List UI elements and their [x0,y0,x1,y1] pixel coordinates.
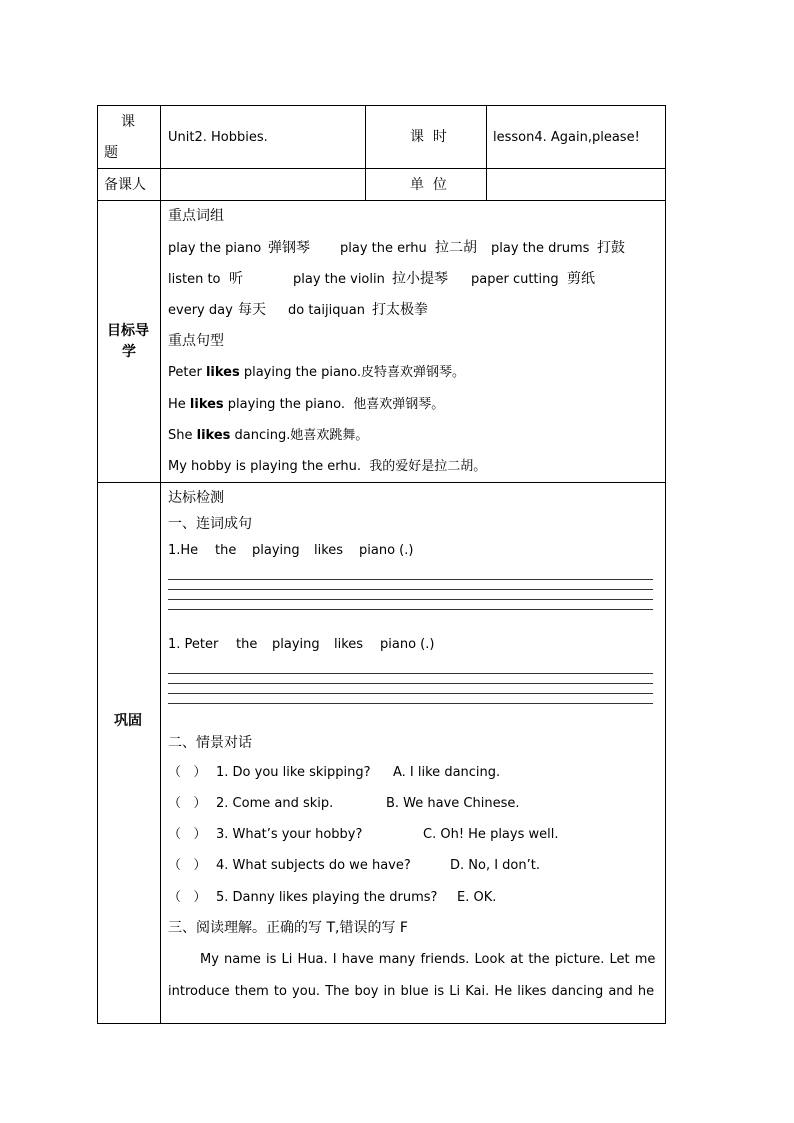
section-title: 三、阅读理解。正确的写 T,错误的写 F [168,920,408,936]
preparer-label: 备课人 [104,177,146,193]
goals-label: 目标导 [107,323,149,339]
dialogue-bracket[interactable]: （ ） [168,827,207,842]
section-title: 二、情景对话 [168,735,252,751]
phrase-cn: 拉小提琴 [392,271,448,287]
dialogue-answer: A. I like dancing. [393,765,501,780]
col-divider [365,105,366,201]
answer-line[interactable] [168,599,653,600]
dialogue-bracket[interactable]: （ ） [168,796,207,811]
period-label: 课 时 [410,129,447,145]
phrases-title: 重点词组 [168,208,224,224]
phrase-cn: 打太极拳 [372,302,428,318]
sentence: She likes dancing.她喜欢跳舞。 [168,428,369,443]
practice-label: 巩固 [114,713,142,729]
question-word: 1.He [168,543,199,558]
dialogue-bracket[interactable]: （ ） [168,858,207,873]
section-title: 一、连词成句 [168,516,252,532]
reading-text: introduce them to you. The boy in blue is Li Kai. He likes dancing and he [168,984,655,999]
dialogue-answer: D. No, I don’t. [450,858,540,873]
phrase-cn: 拉二胡 [435,240,477,256]
answer-line[interactable] [168,579,653,580]
answer-line[interactable] [168,609,653,610]
table-border-bottom [97,1023,666,1024]
question-word: piano (.) [380,637,435,652]
dialogue-question: 4. What subjects do we have? [216,858,411,873]
phrase-cn: 打鼓 [597,240,625,256]
answer-line[interactable] [168,703,653,704]
dialogue-answer: B. We have Chinese. [386,796,520,811]
phrase: every day [168,303,233,318]
topic-value: Unit2. Hobbies. [168,130,268,145]
phrase-cn: 剪纸 [567,271,595,287]
dialogue-question: 1. Do you like skipping? [216,765,371,780]
phrase: paper cutting [471,272,559,287]
topic-label: 课 [121,114,135,130]
answer-line[interactable] [168,693,653,694]
col-divider [160,105,161,1024]
answer-line[interactable] [168,683,653,684]
table-border-left [97,105,98,1024]
dialogue-answer: C. Oh! He plays well. [423,827,559,842]
question-word: the [236,637,258,652]
row-divider [97,168,666,169]
topic-label: 题 [104,145,118,161]
dialogue-bracket[interactable]: （ ） [168,890,207,905]
dialogue-question: 2. Come and skip. [216,796,334,811]
question-word: likes [334,637,364,652]
dialogue-answer: E. OK. [457,890,497,905]
sentences-title: 重点句型 [168,333,224,349]
answer-line[interactable] [168,673,653,674]
practice-title: 达标检测 [168,490,224,506]
period-value: lesson4. Again,please! [493,130,640,145]
table-border-top [97,105,666,106]
phrase-cn: 听 [229,271,243,287]
row-divider [97,482,666,483]
sentence: Peter likes playing the piano.皮特喜欢弹钢琴。 [168,365,466,380]
answer-line[interactable] [168,589,653,590]
phrase-cn: 每天 [238,302,266,318]
phrase: play the drums [491,241,590,256]
question-word: 1. Peter [168,637,219,652]
sentence: My hobby is playing the erhu. 我的爱好是拉二胡。 [168,459,487,474]
dialogue-question: 3. What’s your hobby? [216,827,363,842]
question-word: playing [252,543,300,558]
question-word: the [215,543,237,558]
phrase-cn: 弹钢琴 [268,240,310,256]
sentence: He likes playing the piano. 他喜欢弹钢琴。 [168,397,445,412]
unit-label: 单 位 [410,177,447,193]
question-word: playing [272,637,320,652]
row-divider [97,200,666,201]
phrase: play the erhu [340,241,427,256]
table-border-right [665,105,666,1024]
phrase: play the piano [168,241,262,256]
dialogue-question: 5. Danny likes playing the drums? [216,890,438,905]
question-word: likes [314,543,344,558]
col-divider [486,105,487,201]
phrase: listen to [168,272,221,287]
goals-label: 学 [122,344,136,360]
reading-text: My name is Li Hua. I have many friends. Look at the picture. Let me [200,952,656,967]
phrase: play the violin [293,272,385,287]
dialogue-bracket[interactable]: （ ） [168,765,207,780]
phrase: do taijiquan [288,303,365,318]
question-word: piano (.) [359,543,414,558]
